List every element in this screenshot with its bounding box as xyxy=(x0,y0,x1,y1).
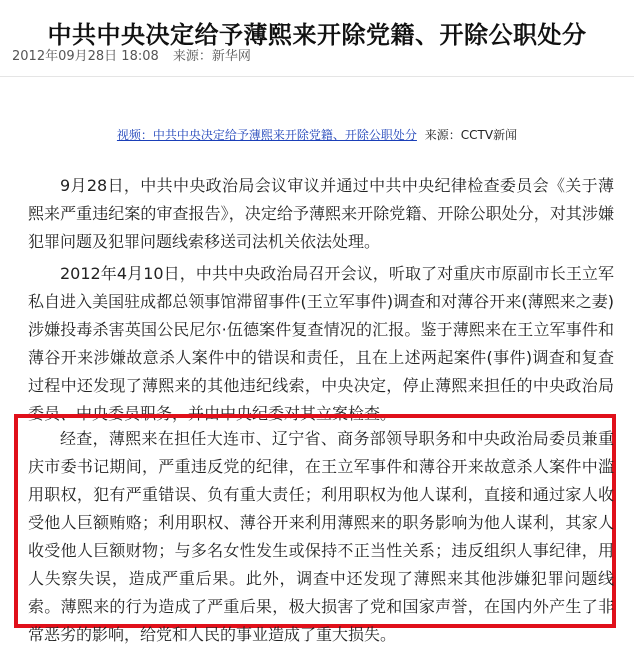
article-title: 中共中央决定给予薄熙来开除党籍、开除公职处分 xyxy=(47,21,587,50)
video-link[interactable]: 视频：中共中央决定给予薄熙来开除党籍、开除公职处分 xyxy=(116,128,417,142)
article-source: 来源：新华网 xyxy=(172,49,251,64)
video-source: 来源：CCTV新闻 xyxy=(424,128,518,142)
video-caption xyxy=(0,126,634,144)
article-meta xyxy=(12,48,261,66)
publish-date: 2012年09月28日 18:08 xyxy=(12,49,159,64)
paragraph-3: 经查，薄熙来在担任大连市、辽宁省、商务部领导职务和中央政治局委员兼重庆市委书记期间，严重违反党的纪律，在王立军事件和薄谷开来故意杀人案件中滥用职权，犯有严重错误、负有重大责任；利用职权为他人谋利，直接和通过家人收受他人巨额贿赂；利用职权、薄谷开来利用薄熙来的职务影响为他人谋利，其家人收受他人巨额财物；与多名女性发生或保持不正当性关系；违反组织人事纪律，用人失察失误，造成严重后果。此外，调查中还发现了薄熙来其他涉嫌犯罪问题线索。薄熙来的行为造成了严重后果，极大损害了党和国家声誉，在国内外产生了非常恶劣的影响，给党和人民的事业造成了重大损失。 xyxy=(28,429,614,644)
paragraph-2: 2012年4月10日，中共中央政治局召开会议，听取了对重庆市原副市长王立军私自进入美国驻成都总领事馆滞留事件(王立军事件)调查和对薄谷开来(薄熙来之妻)涉嫌投毒杀害英国公民尼尔·伍德案件复查情况的汇报。鉴于薄熙来在王立军事件和薄谷开来涉嫌故意杀人案件中的错误和责任，且在上述两起案件(事件)调查和复查过程中还发现了薄熙来的其他违纪线索，中央决定，停止薄熙来担任的中央政治局委员、中央委员职务，并由中央纪委对其立案检查。 xyxy=(28,264,614,423)
paragraph-1: 9月28日，中共中央政治局会议审议并通过中共中央纪律检查委员会《关于薄熙来严重违纪案的审查报告》，决定给予薄熙来开除党籍、开除公职处分，对其涉嫌犯罪问题及犯罪问题线索移送司法机关依法处理。 xyxy=(28,176,614,251)
header-divider xyxy=(0,76,634,77)
